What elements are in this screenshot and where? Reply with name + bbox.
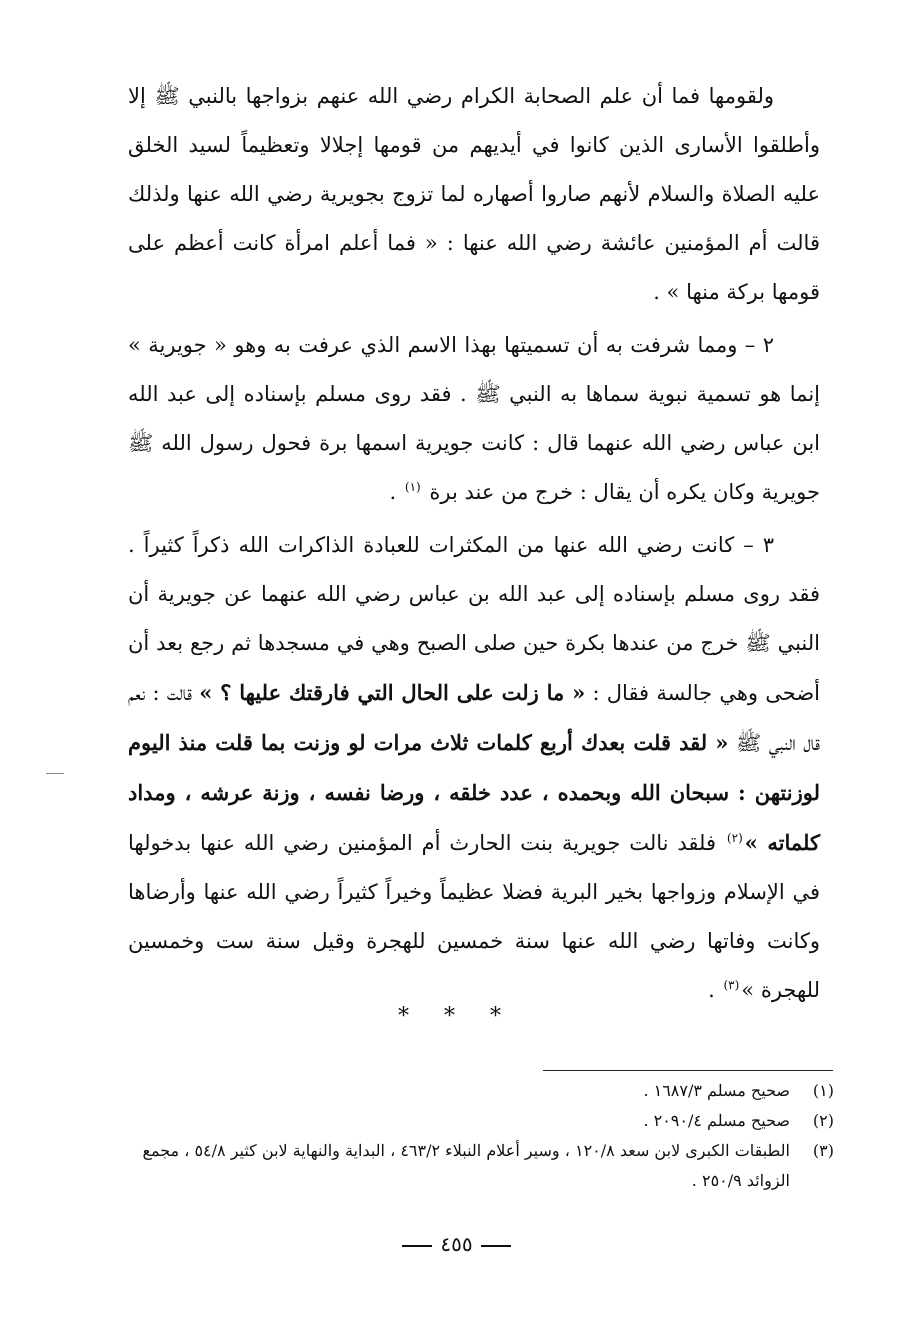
footnote-text: صحيح مسلم ٢٠٩٠/٤ . [643,1111,790,1130]
paragraph-2-end: . [389,480,403,504]
paragraph-3-part3: فلقد نالت جويرية بنت الحارث أم المؤمنين رضي الله عنها بدخولها في الإسلام وزواجها بخير البرية فضلا عظيماً وخيراً كثيراً رضي الله عنها وأرضاها وكانت وفاتها رضي الله عنها سنة خمسين للهجرة وقيل سنة ست وخمسين للهجرة » [128,831,820,1002]
section-separator: * * * [398,1004,515,1029]
footnote-number: (٣) [812,1141,834,1160]
page-number-dash [481,1245,511,1247]
footnote-divider [543,1070,833,1071]
hadith-quote-2: « لقد قلت بعدك أربع كلمات ثلاث مرات لو وزنت بما قلت منذ اليوم لوزنتهن : سبحان الله وبحمده ، عدد خلقه ، ورضا نفسه ، وزنة عرشه ، ومداد كلماته » [128,730,820,855]
footnote-text: صحيح مسلم ١٦٨٧/٣ . [643,1081,790,1100]
margin-mark [46,773,64,774]
paragraph-3-part2: قالت : نعم قال النبي ﷺ [128,681,820,755]
page-number-dash [402,1245,432,1247]
paragraph-3 [128,521,820,1015]
footnote-3 [128,1136,834,1196]
page-number-value: ٤٥٥ [440,1232,473,1256]
hadith-quote-1: « ما زلت على الحال التي فارقتك عليها ؟ » [199,680,586,705]
intro-text: ولقومها فما أن علم الصحابة الكرام رضي الله عنهم بزواجها بالنبي ﷺ إلا وأطلقوا الأسارى الذين كانوا في أيديهم من قومها إجلالا وتعظيماً لسيد الخلق عليه الصلاة والسلام لأنهم صاروا أصهاره لما تزوج بجويرية رضي الله عنها ولذلك قالت أم المؤمنين عائشة رضي الله عنها : « فما أعلم امرأة كانت أعظم على قومها بركة منها » . [128,84,820,304]
page-number [0,1232,913,1256]
footnote-number: (٢) [812,1111,834,1130]
footnote-text: الطبقات الكبرى لابن سعد ١٢٠/٨ ، وسير أعلام النبلاء ٤٦٣/٢ ، البداية والنهاية لابن كثير ٥٤/٨ ، مجمع الزوائد ٢٥٠/٩ . [142,1141,790,1190]
footnote-number: (١) [812,1081,834,1100]
paragraph-2-text: ٢ – ومما شرفت به أن تسميتها بهذا الاسم الذي عرفت به وهو « جويرية » إنما هو تسمية نبوية سماها به النبي ﷺ . فقد روى مسلم بإسناده إلى عبد الله ابن عباس رضي الله عنهما قال : كانت جويرية اسمها برة فحول رسول الله ﷺ جويرية وكان يكره أن يقال : خرج من عند برة [128,333,820,504]
main-text [128,72,820,1015]
footnote-ref-2: (٢) [726,831,743,845]
footnote-1 [128,1076,834,1106]
footnotes [128,1076,834,1196]
paragraph-intro [128,72,820,317]
paragraph-3-part1: ٣ – كانت رضي الله عنها من المكثرات للعبادة الذاكرات الله ذكراً كثيراً . فقد روى مسلم بإسناده إلى عبد الله بن عباس رضي الله عنهما عن جويرية أن النبي ﷺ خرج من عندها بكرة حين صلى الصبح وهي في مسجدها ثم رجع بعد أن أضحى وهي جالسة فقال : [128,533,821,705]
paragraph-3-end: . [708,978,722,1002]
footnote-ref-3: (٣) [723,978,740,992]
footnote-ref-1: (١) [404,480,421,494]
paragraph-2 [128,321,820,517]
footnote-2 [128,1106,834,1136]
